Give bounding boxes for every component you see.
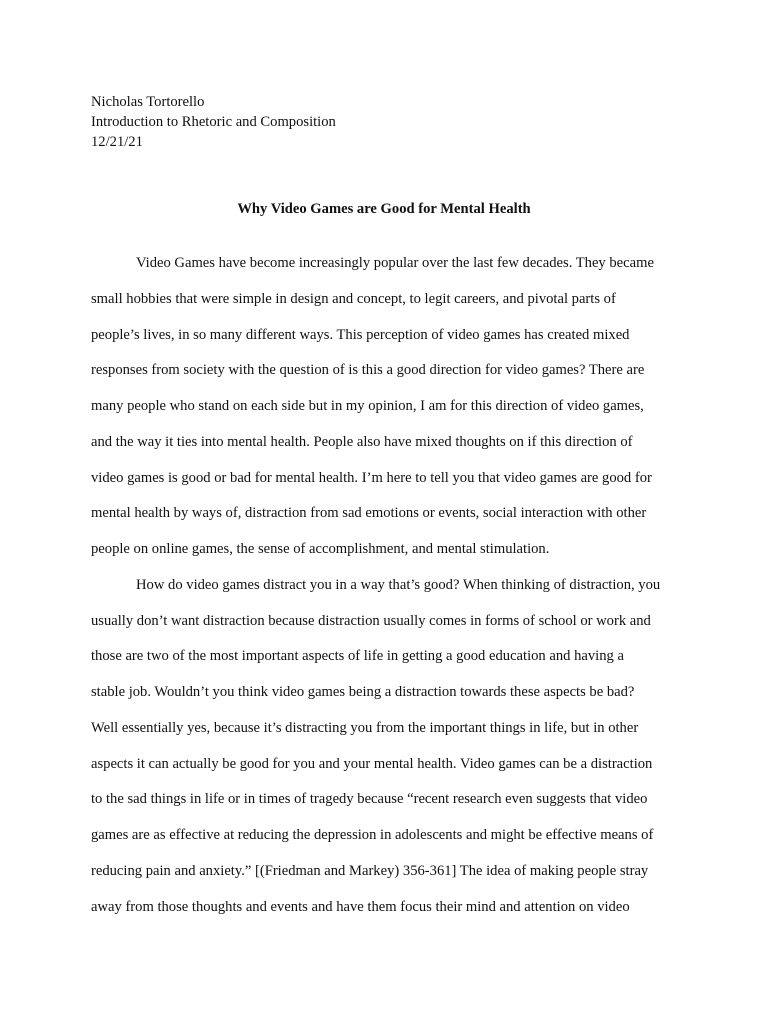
paragraph-line: usually don’t want distraction because distraction usually comes in forms of school or work and [91, 612, 651, 629]
paragraph-line: those are two of the most important aspects of life in getting a good education and having a [91, 648, 624, 665]
paragraph-line: small hobbies that were simple in design and concept, to legit careers, and pivotal parts of [91, 290, 616, 307]
paragraph-2 [91, 572, 691, 930]
paragraph-line: reducing pain and anxiety.” [(Friedman and Markey) 356-361] The idea of making people stray [91, 862, 649, 879]
paragraph-line: How do video games distract you in a way that’s good? When thinking of distraction, you [136, 576, 661, 593]
paragraph-line: people’s lives, in so many different ways. This perception of video games has created mixed [91, 326, 630, 343]
paragraph-line: and the way it ties into mental health. People also have mixed thoughts on if this direction of [91, 433, 633, 450]
paragraph-line: stable job. Wouldn’t you think video games being a distraction towards these aspects be bad? [91, 684, 635, 700]
paragraph-line: responses from society with the question of is this a good direction for video games? There are [91, 362, 645, 379]
essay-body [91, 250, 691, 929]
paragraph-line: people on online games, the sense of accomplishment, and mental stimulation. [91, 541, 550, 557]
course-name: Introduction to Rhetoric and Composition [91, 114, 336, 130]
essay-date: 12/21/21 [91, 134, 143, 150]
paragraph-line: aspects it can actually be good for you and your mental health. Video games can be a distraction [91, 755, 653, 772]
paragraph-1 [91, 250, 691, 572]
paragraph-line: many people who stand on each side but in my opinion, I am for this direction of video games, [91, 398, 644, 414]
paragraph-line: video games is good or bad for mental health. I’m here to tell you that video games are good for [91, 469, 652, 486]
paragraph-line: Video Games have become increasingly popular over the last few decades. They became [136, 255, 654, 271]
paragraph-line: to the sad things in life or in times of tragedy because “recent research even suggests that video [91, 791, 648, 808]
paragraph-line: mental health by ways of, distraction from sad emotions or events, social interaction with other [91, 505, 647, 522]
essay-title: Why Video Games are Good for Mental Health [237, 201, 531, 217]
essay-header [91, 92, 336, 152]
paragraph-line: Well essentially yes, because it’s distracting you from the important things in life, but in other [91, 719, 639, 736]
author-name: Nicholas Tortorello [91, 94, 205, 110]
paragraph-line: away from those thoughts and events and have them focus their mind and attention on video [91, 898, 630, 915]
paragraph-line: games are as effective at reducing the depression in adolescents and might be effective means of [91, 827, 654, 843]
